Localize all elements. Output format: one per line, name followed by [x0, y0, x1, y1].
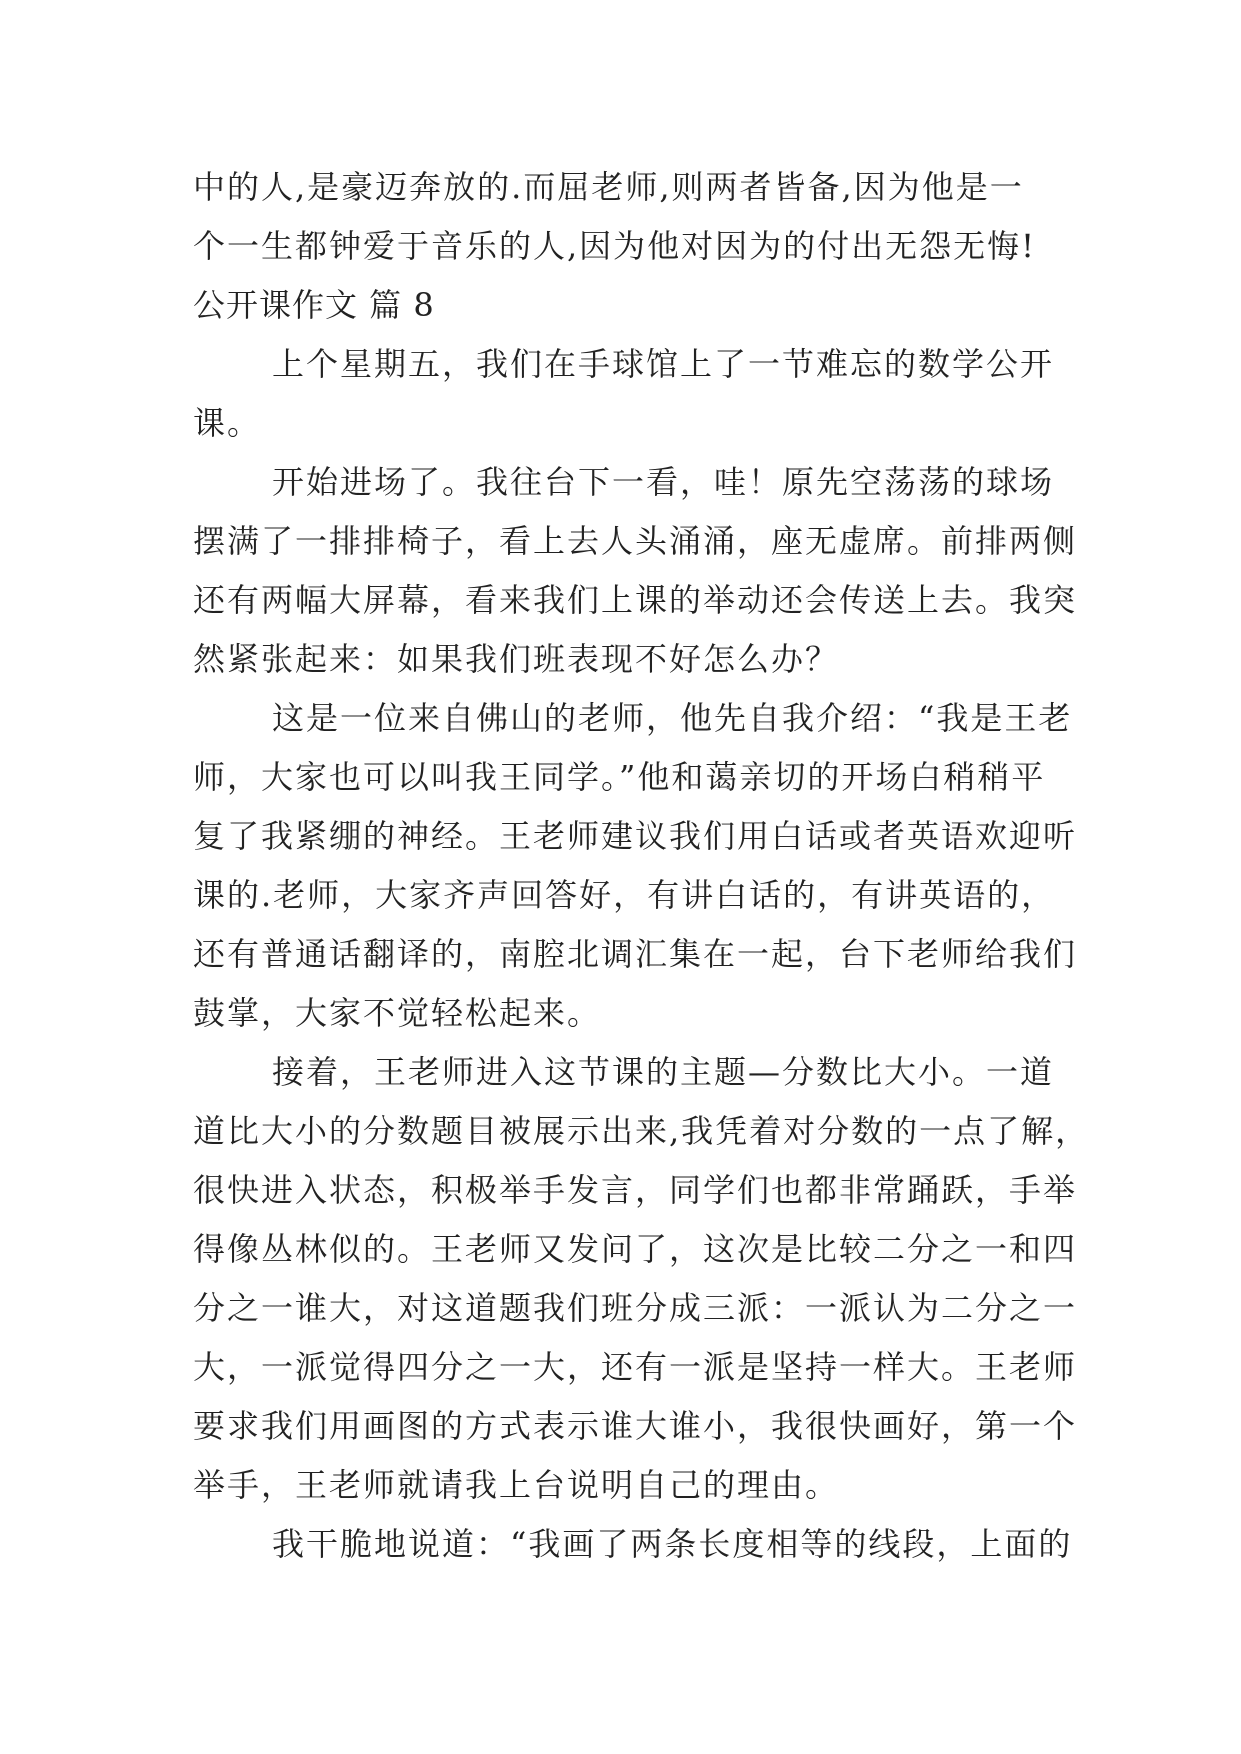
text-line: 课的.老师，大家齐声回答好，有讲白话的，有讲英语的，	[193, 876, 1056, 914]
text-line: 要求我们用画图的方式表示谁大谁小，我很快画好，第一个	[193, 1407, 1078, 1445]
text-line: 分之一谁大，对这道题我们班分成三派：一派认为二分之一	[193, 1289, 1078, 1327]
text-line: 复了我紧绷的神经。王老师建议我们用白话或者英语欢迎听	[193, 817, 1078, 855]
text-line: 得像丛林似的。王老师又发问了，这次是比较二分之一和四	[193, 1230, 1078, 1268]
paragraph-first-line: 我干脆地说道：“我画了两条长度相等的线段，上面的	[272, 1525, 1073, 1563]
document-body	[193, 158, 1090, 1574]
paragraph-first-line: 这是一位来自佛山的老师，他先自我介绍：“我是王老	[272, 699, 1073, 737]
text-line: 大，一派觉得四分之一大，还有一派是坚持一样大。王老师	[193, 1348, 1078, 1386]
text-line: 中的人,是豪迈奔放的.而屈老师,则两者皆备,因为他是一	[193, 168, 1024, 206]
text-line: 举手，王老师就请我上台说明自己的理由。	[193, 1466, 840, 1504]
text-line: 还有两幅大屏幕，看来我们上课的举动还会传送上去。我突	[193, 581, 1078, 619]
paragraph-first-line: 开始进场了。我往台下一看，哇！原先空荡荡的球场	[272, 463, 1055, 501]
text-line: 课。	[193, 404, 262, 442]
text-line: 鼓掌，大家不觉轻松起来。	[193, 994, 602, 1032]
text-line: 摆满了一排排椅子，看上去人头涌涌，座无虚席。前排两侧	[193, 522, 1078, 560]
text-line: 很快进入状态，积极举手发言，同学们也都非常踊跃，手举	[193, 1171, 1078, 1209]
paragraph-first-line: 上个星期五，我们在手球馆上了一节难忘的数学公开	[272, 345, 1055, 383]
text-line: 个一生都钟爱于音乐的人,因为他对因为的付出无怨无悔!	[193, 227, 1037, 265]
text-line: 道比大小的分数题目被展示出来,我凭着对分数的一点了解，	[193, 1112, 1090, 1150]
text-line: 然紧张起来：如果我们班表现不好怎么办？	[193, 640, 840, 678]
text-line: 师，大家也可以叫我王同学。”他和蔼亲切的开场白稍稍平	[193, 758, 1046, 796]
paragraph-first-line: 接着，王老师进入这节课的主题—分数比大小。一道	[272, 1053, 1055, 1091]
text-line: 还有普通话翻译的，南腔北调汇集在一起，台下老师给我们	[193, 935, 1078, 973]
section-heading: 公开课作文 篇 8	[193, 286, 435, 324]
